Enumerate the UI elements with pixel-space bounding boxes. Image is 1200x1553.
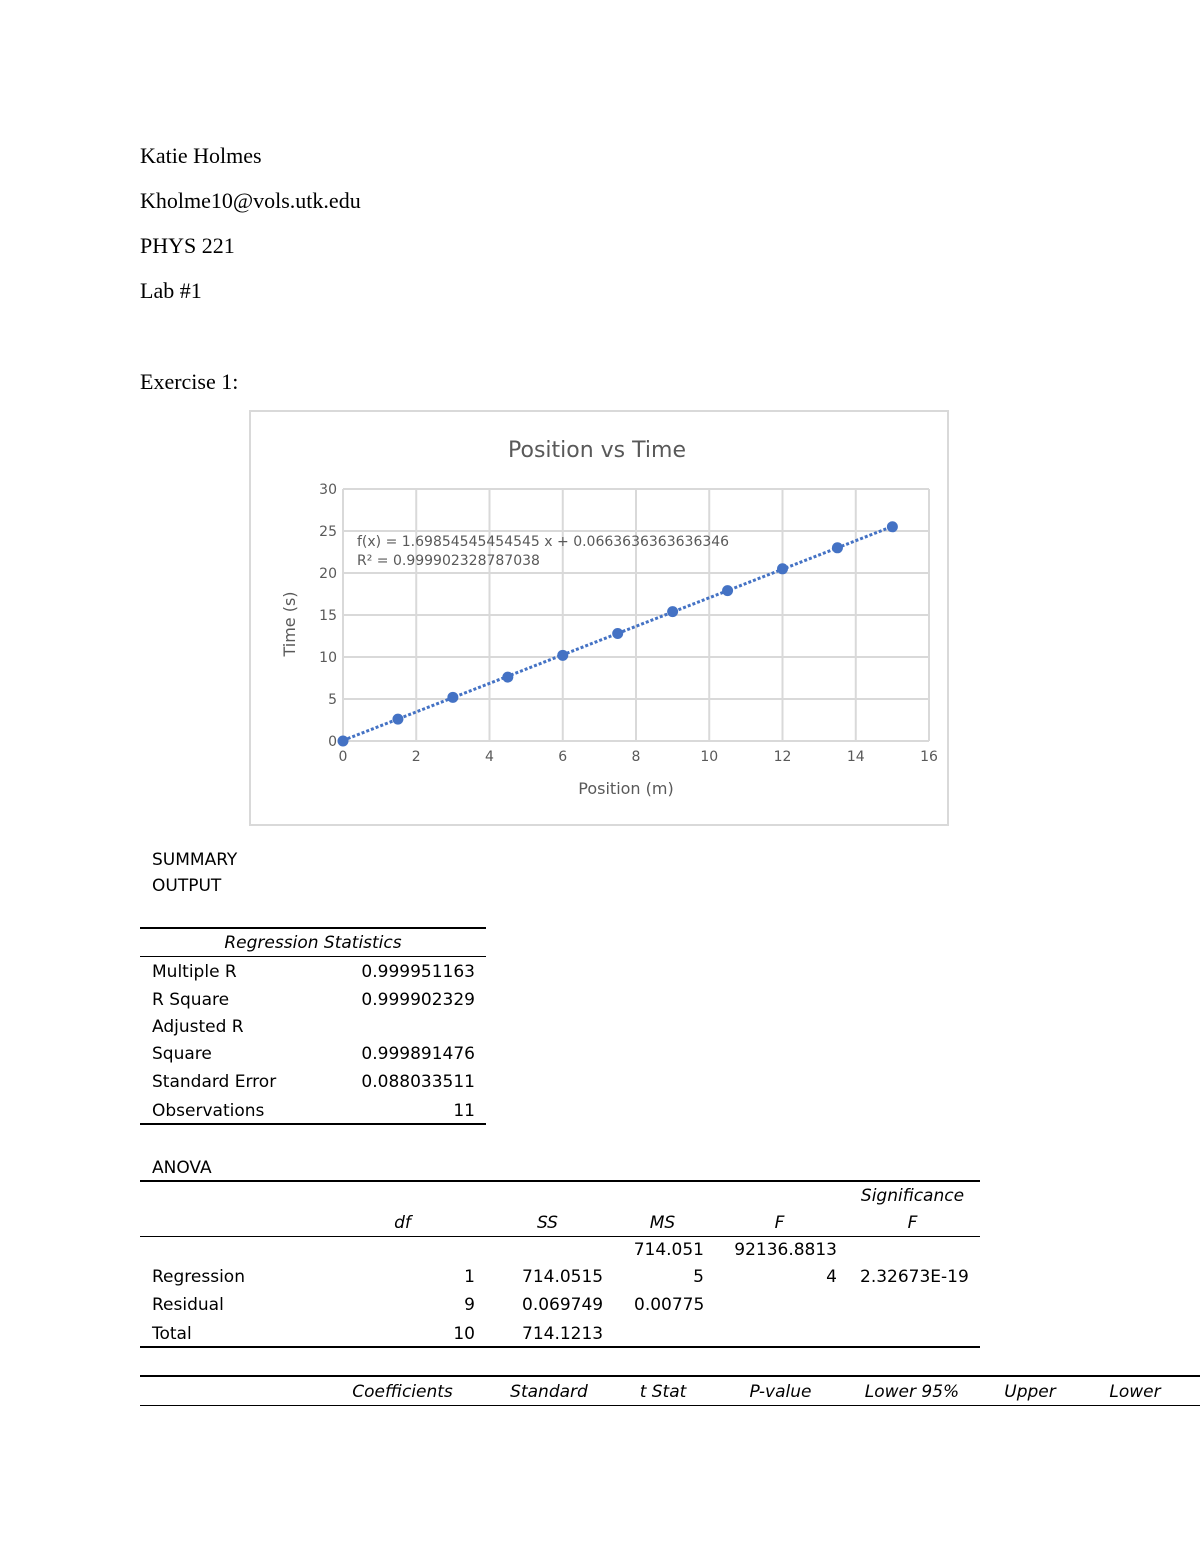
lab-number: Lab #1 [140, 278, 202, 303]
chart-axes [319, 482, 938, 765]
y-tick-label: 30 [319, 482, 337, 498]
regression-f-line2: 4 [826, 1267, 837, 1287]
data-point [502, 672, 513, 683]
author-email: Kholme10@vols.utk.edu [140, 188, 361, 213]
x-tick-label: 4 [485, 749, 494, 765]
course-code: PHYS 221 [140, 233, 235, 258]
position-vs-time-chart [249, 410, 949, 826]
anova-header-df: df [394, 1213, 411, 1233]
summary-title-line1: SUMMARY [152, 850, 238, 870]
anova-header-ss: SS [537, 1213, 558, 1233]
observations-label: Observations [152, 1101, 265, 1121]
trendline-equation: f(x) = 1.69854545454545 x + 0.0663636363636346 [357, 534, 730, 550]
regression-significance-f: 2.32673E-19 [860, 1267, 969, 1287]
x-tick-label: 12 [773, 749, 792, 765]
trendline-r-squared: R² = 0.999902328787038 [357, 553, 540, 569]
x-tick-label: 16 [920, 749, 938, 765]
data-point [392, 714, 403, 725]
anova-header-ms: MS [649, 1213, 676, 1233]
y-tick-label: 5 [328, 692, 337, 708]
total-df: 10 [453, 1324, 475, 1344]
x-tick-label: 2 [411, 749, 421, 765]
coef-top-rule [140, 1375, 1200, 1377]
data-point [832, 542, 843, 553]
data-point [777, 563, 788, 574]
anova-title: ANOVA [152, 1158, 212, 1178]
x-axis-label: Position (m) [578, 779, 674, 798]
regression-ms-line1: 714.051 [633, 1240, 704, 1260]
y-tick-label: 15 [319, 608, 337, 624]
anova-top-rule [140, 1180, 980, 1182]
data-point [612, 628, 623, 639]
data-point [667, 606, 678, 617]
anova-bottom-rule [140, 1346, 980, 1348]
reg-stats-top-rule [140, 927, 486, 929]
residual-label: Residual [152, 1295, 224, 1315]
coef-header-rule [140, 1405, 1200, 1406]
reg-stats-header: Regression Statistics [224, 933, 402, 953]
coef-header-t-stat: t Stat [639, 1382, 687, 1402]
x-tick-label: 0 [338, 749, 348, 765]
x-tick-label: 10 [700, 749, 719, 765]
regression-ms-line2: 5 [693, 1267, 704, 1287]
multiple-r-value: 0.999951163 [361, 962, 475, 982]
chart-grid [343, 489, 929, 741]
y-tick-label: 20 [319, 566, 337, 582]
coef-header-lower-95: Lower 95% [864, 1382, 960, 1402]
r-square-value: 0.999902329 [361, 990, 475, 1010]
data-point [557, 650, 568, 661]
y-axis-label: Time (s) [280, 591, 299, 657]
adjusted-r-label-line2: Square [152, 1044, 212, 1064]
reg-stats-bottom-rule [140, 1123, 486, 1125]
x-tick-label: 6 [558, 749, 568, 765]
reg-stats-header-rule [140, 956, 486, 957]
adjusted-r-square-value: 0.999891476 [361, 1044, 475, 1064]
residual-ss: 0.069749 [522, 1295, 604, 1315]
residual-ms: 0.00775 [634, 1295, 705, 1315]
data-point [338, 736, 349, 747]
coef-header-lower: Lower [1109, 1382, 1161, 1402]
summary-title-line2: OUTPUT [152, 876, 222, 896]
coef-header-coefficients: Coefficients [352, 1382, 453, 1402]
exercise-heading: Exercise 1: [140, 369, 239, 394]
anova-header-rule [140, 1236, 980, 1237]
regression-ss: 714.0515 [522, 1267, 604, 1287]
multiple-r-label: Multiple R [152, 962, 237, 982]
r-square-label: R Square [152, 990, 230, 1010]
y-tick-label: 25 [319, 524, 337, 540]
data-point [887, 521, 898, 532]
anova-header-sig-f: F [907, 1213, 918, 1233]
standard-error-value: 0.088033511 [361, 1072, 475, 1092]
observations-value: 11 [453, 1101, 475, 1121]
author-name: Katie Holmes [140, 143, 262, 168]
coef-header-upper: Upper [1004, 1382, 1056, 1402]
coef-header-p-value: P-value [749, 1382, 812, 1402]
anova-header-significance: Significance [860, 1186, 965, 1206]
x-tick-label: 8 [631, 749, 641, 765]
coef-header-standard: Standard [510, 1382, 588, 1402]
residual-df: 9 [464, 1295, 475, 1315]
data-point [722, 585, 733, 596]
chart-canvas [251, 412, 947, 824]
regression-f-line1: 92136.8813 [734, 1240, 837, 1260]
chart-title: Position vs Time [508, 438, 686, 463]
total-label: Total [152, 1324, 192, 1344]
data-point [447, 692, 458, 703]
standard-error-label: Standard Error [152, 1072, 277, 1092]
adjusted-r-label: Adjusted R [152, 1017, 244, 1037]
y-tick-label: 10 [319, 650, 337, 666]
y-tick-label: 0 [328, 734, 337, 750]
regression-df: 1 [464, 1267, 475, 1287]
anova-header-f: F [774, 1213, 785, 1233]
total-ss: 714.1213 [522, 1324, 604, 1344]
regression-label: Regression [152, 1267, 245, 1287]
x-tick-label: 14 [846, 749, 865, 765]
